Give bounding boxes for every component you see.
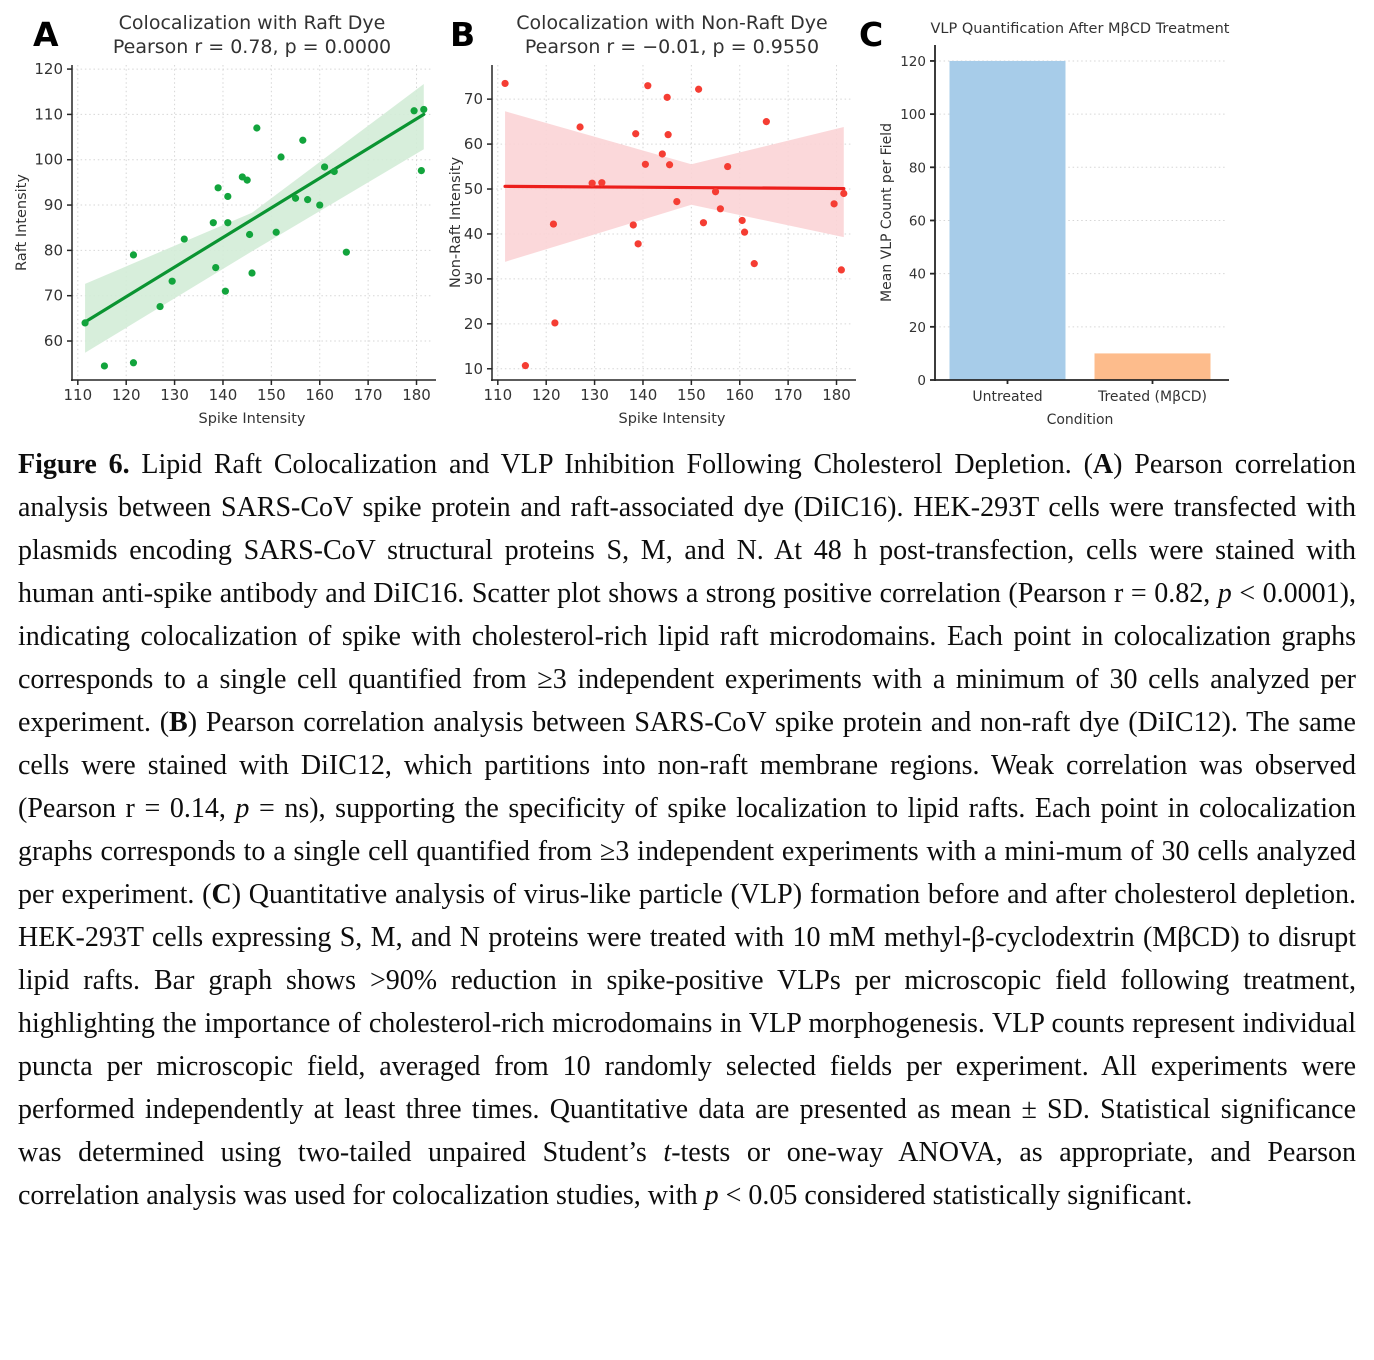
svg-text:Colocalization with Non-Raft D: Colocalization with Non-Raft Dye [516, 12, 828, 34]
svg-text:160: 160 [725, 386, 755, 404]
svg-text:120: 120 [111, 386, 141, 404]
svg-text:120: 120 [531, 386, 561, 404]
svg-text:Raft Intensity: Raft Intensity [14, 174, 30, 271]
svg-text:Condition: Condition [1046, 412, 1114, 428]
panel-c-vlp-bar-chart [858, 2, 1374, 437]
svg-text:Spike Intensity: Spike Intensity [618, 411, 726, 427]
svg-text:100: 100 [34, 150, 63, 169]
svg-text:100: 100 [900, 107, 926, 124]
svg-text:40: 40 [908, 266, 926, 283]
svg-text:20: 20 [463, 314, 483, 333]
svg-text:Pearson r = −0.01, p = 0.9550: Pearson r = −0.01, p = 0.9550 [524, 36, 820, 58]
svg-text:70: 70 [43, 286, 63, 305]
svg-text:Treated (MβCD): Treated (MβCD) [1097, 389, 1208, 405]
svg-text:80: 80 [43, 241, 63, 260]
svg-text:30: 30 [463, 269, 483, 288]
panel-b-nonraft-scatter-chart [444, 2, 858, 437]
svg-text:180: 180 [402, 386, 431, 404]
svg-text:140: 140 [628, 386, 658, 404]
svg-text:20: 20 [908, 319, 926, 336]
svg-text:80: 80 [908, 160, 926, 177]
svg-text:120: 120 [900, 53, 926, 70]
svg-text:B: B [450, 15, 476, 54]
svg-text:160: 160 [305, 386, 335, 404]
svg-text:150: 150 [257, 386, 286, 404]
svg-text:C: C [859, 15, 884, 54]
svg-text:60: 60 [43, 332, 63, 351]
svg-text:10: 10 [463, 359, 483, 378]
figure-caption: Figure 6. Lipid Raft Colocalization and VLP Inhibition Following Cholesterol Depletion. (A) Pearson correlation analysis between SARS-CoV spike protein and raft-associated dye (DiIC16). HEK-293T cells were transfected with plasmids encoding SARS-CoV structural proteins S, M, and N. At 48 h post-transfection, cells were stained with human anti-spike antibody and DiIC16. Scatter plot shows a strong positive correlation (Pearson r = 0.82, p < 0.0001), indicating colocalization of spike with cholesterol-rich lipid raft microdomains. Each point in colocalization graphs corresponds to a single cell quantified from ≥3 independent experiments with a minimum of 30 cells analyzed per experiment. (B) Pearson correlation analysis between SARS-CoV spike protein and non-raft dye (DiIC12). The same cells were stained with DiIC12, which partitions into non-raft membrane regions. Weak correlation was observed (Pearson r = 0.14, p = ns), supporting the specificity of spike localization to lipid rafts. Each point in colocalization graphs corresponds to a single cell quantified from ≥3 independent experiments with a mini-mum of 30 cells analyzed per experiment. (C) Quantitative analysis of virus-like particle (VLP) formation before and after cholesterol depletion. HEK-293T cells expressing S, M, and N proteins were treated with 10 mM methyl-β-cyclodextrin (MβCD) to disrupt lipid rafts. Bar graph shows >90% reduction in spike-positive VLPs per microscopic field following treatment, highlighting the importance of cholesterol-rich microdomains in VLP morphogenesis. VLP counts represent individual puncta per microscopic field, averaged from 10 randomly selected fields per experiment. All experiments were performed independently at least three times. Quantitative data are presented as mean ± SD. Statistical significance was determined using two-tailed unpaired Student’s t-tests or one-way ANOVA, as appropriate, and Pearson correlation analysis was used for colocalization studies, with p < 0.05 considered statistically significant. [18, 449, 1357, 1211]
svg-text:50: 50 [463, 180, 483, 199]
svg-text:Mean VLP Count per Field: Mean VLP Count per Field [879, 123, 895, 302]
svg-text:150: 150 [677, 386, 706, 404]
svg-text:170: 170 [773, 386, 803, 404]
svg-text:90: 90 [43, 196, 63, 215]
svg-text:40: 40 [463, 224, 483, 243]
svg-text:Non-Raft Intensity: Non-Raft Intensity [448, 156, 464, 289]
svg-text:110: 110 [34, 105, 63, 124]
svg-text:0: 0 [917, 373, 926, 389]
svg-text:110: 110 [63, 386, 93, 404]
svg-text:140: 140 [208, 386, 238, 404]
svg-text:60: 60 [908, 213, 926, 230]
svg-text:Untreated: Untreated [972, 389, 1043, 405]
svg-text:130: 130 [580, 386, 609, 404]
svg-text:A: A [33, 15, 59, 54]
svg-text:130: 130 [160, 386, 189, 404]
svg-text:70: 70 [463, 90, 483, 109]
svg-text:170: 170 [353, 386, 383, 404]
svg-text:110: 110 [483, 386, 513, 404]
svg-text:VLP Quantification After MβCD: VLP Quantification After MβCD Treatment [930, 21, 1230, 37]
svg-text:180: 180 [822, 386, 851, 404]
svg-text:Colocalization with Raft Dye: Colocalization with Raft Dye [118, 12, 386, 34]
svg-text:120: 120 [34, 60, 63, 79]
figure-panels [0, 0, 1374, 435]
svg-text:Spike Intensity: Spike Intensity [198, 411, 306, 427]
svg-text:Pearson r = 0.78, p = 0.0000: Pearson r = 0.78, p = 0.0000 [112, 36, 392, 58]
panel-a-raft-scatter-chart [0, 2, 444, 437]
svg-text:60: 60 [463, 135, 483, 154]
